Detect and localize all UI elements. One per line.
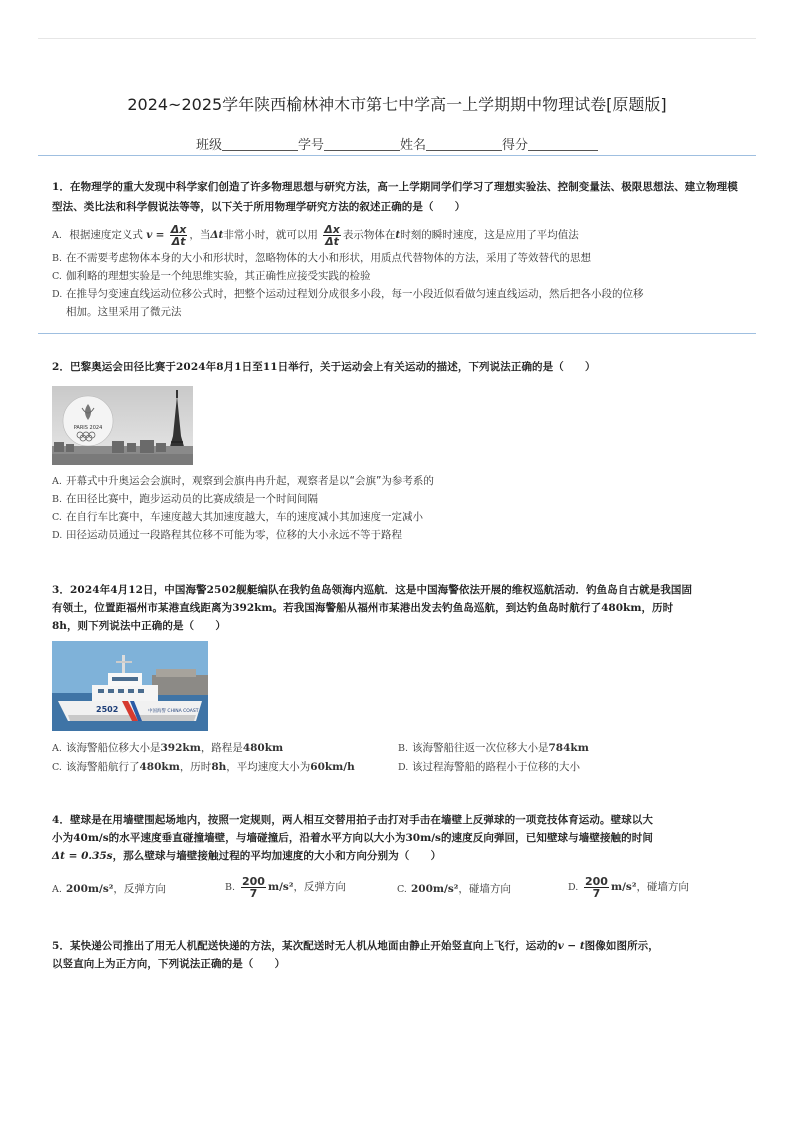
question-5-stem-line-2: 以竖直向上为正方向，下列说法正确的是（ ） [52,958,286,970]
coast-guard-ship-photo [52,641,208,731]
class-blank[interactable] [222,138,298,151]
question-4-stem-line-1: 4．壁球是在用墙壁围起场地内，按照一定规则，两人相互交替用拍子击打对手击在墙壁上反弹球的一项竞技体育运动。壁球以大 [52,814,654,826]
question-4-stem-line-2: 小为40m/s的水平速度垂直碰撞墙壁，与墙碰撞后，沿着水平方向以大小为30m/s的速度反向弹回，已知壁球与墙壁接触的时间 [52,832,653,844]
coast-guard-ship-illustration [52,641,208,731]
q4-option-c[interactable]: C. 200m/s²，碰墙方向 [397,883,511,895]
student-id-label: 学号 [297,138,324,153]
q3-option-a[interactable]: A. 该海警船位移大小是392km，路程是480km [52,742,284,754]
name-blank[interactable] [426,138,502,151]
q4-d-fraction: $\frac{200}{7}$ [585,874,608,900]
question-4-stem-line-3: Δt = 0.35s，那么壁球与墙壁接触过程的平均加速度的大小和方向分别为（ ） [52,850,442,862]
q1-a-average-velocity-fraction: $\frac{\Delta x}{\Delta t}$ [324,222,340,248]
q2-option-d[interactable]: D. 田径运动员通过一段路程其位移不可能为零，位移的大小永远不等于路程 [52,529,402,541]
q2-option-b[interactable]: B. 在田径比赛中，跑步运动员的比赛成绩是一个时间间隔 [52,493,318,505]
q3-option-d[interactable]: D. 该过程海警船的路程小于位移的大小 [398,761,580,773]
question-1-stem: 1．在物理学的重大发现中科学家们创造了许多物理思想与研究方法，高一上学期同学们学习了理想实验法、控制变量法、极限思想法、建立物理模型法、类比法和科学假说法等等，以下关于所用物理学研究方法的叙述正确的是（ ） [52,181,738,213]
q1-option-d[interactable]: D. 在推导匀变速直线运动位移公式时，把整个运动过程划分成很多小段，每一小段近似看做匀速直线运动，然后把各小段的位移 [52,288,644,300]
student-id-blank[interactable] [324,138,400,151]
question-3-stem-line-2: 有领土，位置距福州市某港直线距离为392km。若我国海警船从福州市某港出发去钓鱼岛巡航，到达钓鱼岛时航行了480km，历时 [52,602,674,614]
q4-option-a[interactable]: A. 200m/s²，反弹方向 [52,883,166,895]
q2-option-c[interactable]: C. 在自行车比赛中，车速度越大其加速度越大，车的速度减小其加速度一定减小 [52,511,423,523]
ship-hull-number: 2502 [96,705,119,714]
exam-title: 2024~2025学年陕西榆林神木市第七中学高一上学期期中物理试卷[原题版] [127,95,667,114]
class-label: 班级 [195,138,222,153]
question-5-stem-line-1: 5．某快递公司推出了用无人机配送快递的方法，某次配送时无人机从地面由静止开始竖直向上飞行，运动的v − t图像如图所示， [52,940,659,952]
q4-b-fraction: $\frac{200}{7}$ [242,874,265,900]
top-divider [38,38,756,39]
q1-option-b[interactable]: B. 在不需要考虑物体本身的大小和形状时，忽略物体的大小和形状，用质点代替物体的方法，采用了等效替代的思想 [52,252,591,264]
question-2-stem: 2．巴黎奥运会田径比赛于2024年8月1日至11日举行，关于运动会上有关运动的描述，下列说法正确的是（ ） [52,361,596,373]
ship-hull-text: 中国海警 CHINA COAST [148,709,199,714]
paris-eiffel-illustration [52,386,193,465]
question-3-stem-line-3: 8h，则下列说法中正确的是（ ） [52,620,226,632]
paris-2024-logo-text: PARIS 2024 [73,425,103,431]
question-3-stem-line-1: 3．2024年4月12日，中国海警2502舰艇编队在我钓鱼岛领海内巡航．这是中国海警依法开展的维权巡航活动．钓鱼岛自古就是我国固 [52,584,693,596]
name-label: 姓名 [400,138,427,153]
q3-option-c[interactable]: C. 该海警船航行了480km，历时8h，平均速度大小为60km/h [52,761,355,773]
header-divider [38,155,756,156]
q1-option-c[interactable]: C. 伽利略的理想实验是一个纯思维实验，其正确性应接受实践的检验 [52,270,371,282]
q1-a-velocity-fraction: $\frac{\Delta x}{\Delta t}$ [170,222,187,248]
q3-option-b[interactable]: B. 该海警船往返一次位移大小是784km [398,742,589,754]
q1-option-a[interactable]: A. 根据速度定义式 v = $\frac{\Delta x}{\Delta t}$ ，当Δt非常小时，就可以用 $\frac{\Delta x}{\Delta t}$ 表示物体在t时刻的瞬时速度，这是应用了平均值法 [52,222,579,248]
q4-option-b[interactable]: B. $\frac{200}{7}$ m/s²，反弹方向 [225,874,346,900]
q4-option-d[interactable]: D. $\frac{200}{7}$ m/s²，碰墙方向 [568,874,689,900]
student-info-line [0,134,794,153]
score-blank[interactable] [528,138,598,151]
score-label: 得分 [502,138,529,153]
paris-2024-photo [52,386,193,465]
q2-option-a[interactable]: A. 开幕式中升奥运会会旗时，观察到会旗冉冉升起，观察者是以“会旗”为参考系的 [52,475,434,487]
q1-option-d-continued: 相加。这里采用了微元法 [66,306,182,318]
section-divider [38,333,756,334]
